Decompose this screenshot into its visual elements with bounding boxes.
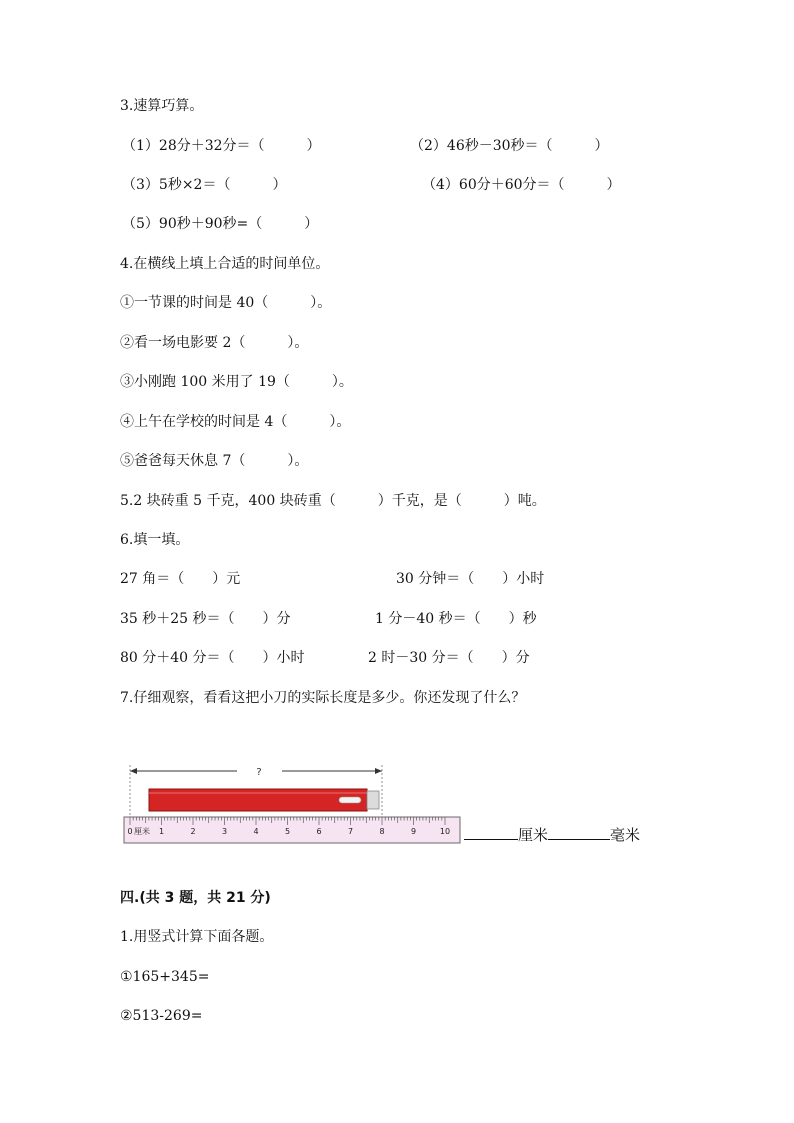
q3-item-5: （5）90秒＋90秒=（ ） [122,216,319,232]
ruler [124,817,460,843]
section4-q1-title: 1.用竖式计算下面各题。 [120,929,274,945]
q5-text: 5.2 块砖重 5 千克，400 块砖重（ ）千克，是（ ）吨。 [120,493,546,509]
cm-answer-blank[interactable] [464,825,518,840]
q6-item-1: 27 角＝（ ）元 [120,571,241,587]
question-mark: ? [256,767,262,778]
ruler-number-label: 5 [284,827,291,836]
mm-answer-blank[interactable] [548,825,610,840]
ruler-number-label: 2 [190,827,196,836]
q3-item-4: （4）60分＋60分＝（ ） [422,177,621,193]
mm-unit: 毫米 [610,826,641,844]
cm-unit: 厘米 [518,826,549,844]
ruler-number-label: 4 [253,827,259,836]
q3-item-2: （2）46秒－30秒＝（ ） [410,138,609,154]
q4-item-3: ③小刚跑 100 米用了 19（ ）。 [120,374,353,390]
q3-item-1: （1）28分＋32分＝（ ） [122,138,321,154]
ruler-number-label: 8 [379,827,385,836]
knife-ruler-figure [120,760,465,850]
q6-item-6: 2 时－30 分＝（ ）分 [368,650,530,666]
q6-item-2: 30 分钟＝（ ）小时 [396,571,545,587]
section4-title: 四.(共 3 题，共 21 分) [120,890,271,906]
q4-title: 4.在横线上填上合适的时间单位。 [120,256,330,272]
ruler-number-label: 0 [127,827,133,836]
ruler-number-label: 7 [347,827,354,836]
ruler-number-label: 3 [221,827,228,836]
q4-item-2: ②看一场电影要 2（ ）。 [120,335,309,351]
q4-item-4: ④上午在学校的时间是 4（ ）。 [120,414,351,430]
ruler-unit-label: 厘米 [134,827,150,836]
q6-title: 6.填一填。 [120,532,190,548]
section4-q1-item-1: ①165+345= [120,969,210,985]
q4-item-1: ①一节课的时间是 40（ ）。 [120,295,332,311]
ruler-number-label: 1 [158,827,165,836]
q6-item-5: 80 分＋40 分＝（ ）小时 [120,650,305,666]
q6-item-4: 1 分－40 秒＝（ ）秒 [375,611,537,627]
ruler-number-label: 9 [410,827,417,836]
q6-item-3: 35 秒＋25 秒＝（ ）分 [120,611,291,627]
ruler-number-label: 10 [439,827,451,836]
q3-item-3: （3）5秒×2＝（ ） [122,177,287,193]
knife [149,789,379,811]
q7-answer-line [464,825,640,844]
section4-q1-item-2: ②513-269= [120,1008,203,1024]
q3-title: 3.速算巧算。 [120,98,204,114]
q4-item-5: ⑤爸爸每天休息 7（ ）。 [120,453,309,469]
q7-title: 7.仔细观察，看看这把小刀的实际长度是多少。你还发现了什么？ [120,690,526,706]
ruler-number-label: 6 [316,827,322,836]
